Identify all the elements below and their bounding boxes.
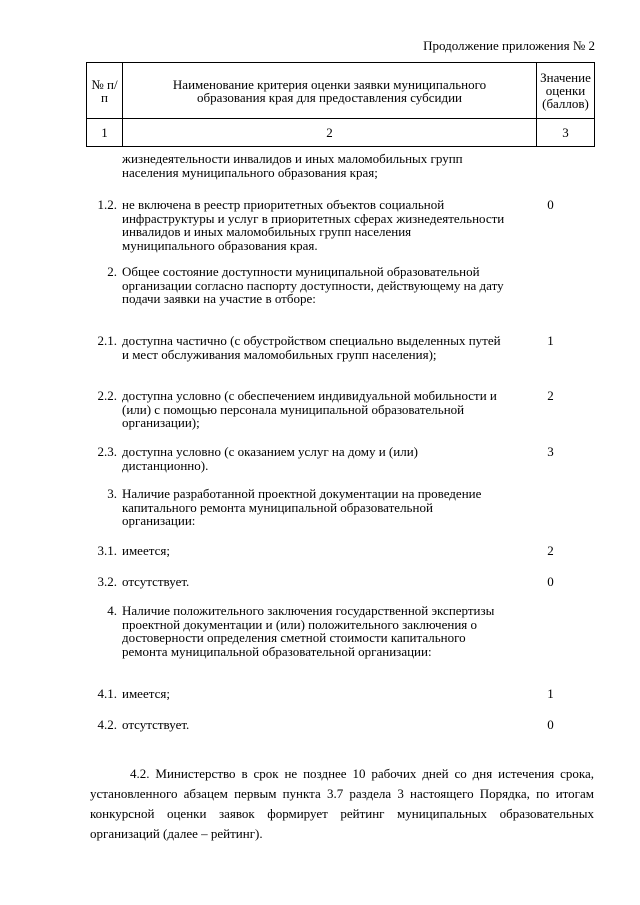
- row-text: доступна частично (с обустройством специально выделенных путей и мест обслуживания маломобильных групп населения);: [122, 333, 501, 362]
- body-paragraph: 4.2. Министерство в срок не позднее 10 рабочих дней со дня истечения срока, установленного абзацем первым пункта 3.7 раздела 3 настоящего Порядка, по итогам конкурсной оценки заявок формирует рейтинг муниципальных образовательных организаций (далее – рейтинг).: [90, 766, 594, 841]
- row-number: 2.3.: [97, 444, 117, 459]
- row-text: имеется;: [122, 543, 170, 558]
- row-text: отсутствует.: [122, 574, 190, 589]
- row-value: 0: [547, 717, 554, 732]
- column-index-1: 1: [87, 119, 123, 147]
- row-number: 1.2.: [97, 197, 117, 212]
- row-value: 1: [547, 686, 554, 701]
- row-text: Наличие положительного заключения государственной экспертизы проектной документации и (или) положительного заключения о достоверности определения сметной стоимости капитального ремонта муниципальной образовательной организации:: [122, 603, 495, 659]
- row-value: 2: [547, 388, 554, 403]
- row-text: Общее состояние доступности муниципальной образовательной организации согласно паспорту доступности, действующему на дату подачи заявки на участие в отборе:: [122, 264, 504, 306]
- row-number: 3.: [107, 486, 117, 501]
- row-number: 2.1.: [97, 333, 117, 348]
- row-value: 2: [547, 543, 554, 558]
- row-number: 3.1.: [97, 543, 117, 558]
- row-number: 3.2.: [97, 574, 117, 589]
- row-value: 3: [547, 444, 554, 459]
- row-value: 1: [547, 333, 554, 348]
- column-header-number: № п/п: [87, 63, 123, 119]
- row-number: 2.: [107, 264, 117, 279]
- row-text: доступна условно (с обеспечением индивидуальной мобильности и (или) с помощью персонала муниципальной образовательной организации);: [122, 388, 497, 430]
- row-text: доступна условно (с оказанием услуг на дому и (или) дистанционно).: [122, 444, 418, 473]
- row-text: Наличие разработанной проектной документации на проведение капитального ремонта муниципальной образовательной организации:: [122, 486, 482, 528]
- column-index-3: 3: [537, 119, 595, 147]
- row-number: 4.1.: [97, 686, 117, 701]
- row-value: 0: [547, 197, 554, 212]
- row-text: жизнедеятельности инвалидов и иных маломобильных групп населения муниципального образования края;: [122, 151, 463, 180]
- criteria-table-header: [86, 62, 595, 147]
- column-index-2: 2: [123, 119, 537, 147]
- row-text: не включена в реестр приоритетных объектов социальной инфраструктуры и услуг в приоритетных сферах жизнедеятельности инвалидов и иных маломобильных групп населения муниципального образования края.: [122, 197, 505, 253]
- row-number: 2.2.: [97, 388, 117, 403]
- column-header-value: Значение оценки (баллов): [537, 63, 595, 119]
- continuation-header: Продолжение приложения № 2: [423, 38, 595, 53]
- row-value: 0: [547, 574, 554, 589]
- row-text: отсутствует.: [122, 717, 190, 732]
- row-number: 4.2.: [97, 717, 117, 732]
- column-header-criterion: Наименование критерия оценки заявки муниципального образования края для предоставления субсидии: [123, 63, 537, 119]
- row-text: имеется;: [122, 686, 170, 701]
- row-number: 4.: [107, 603, 117, 618]
